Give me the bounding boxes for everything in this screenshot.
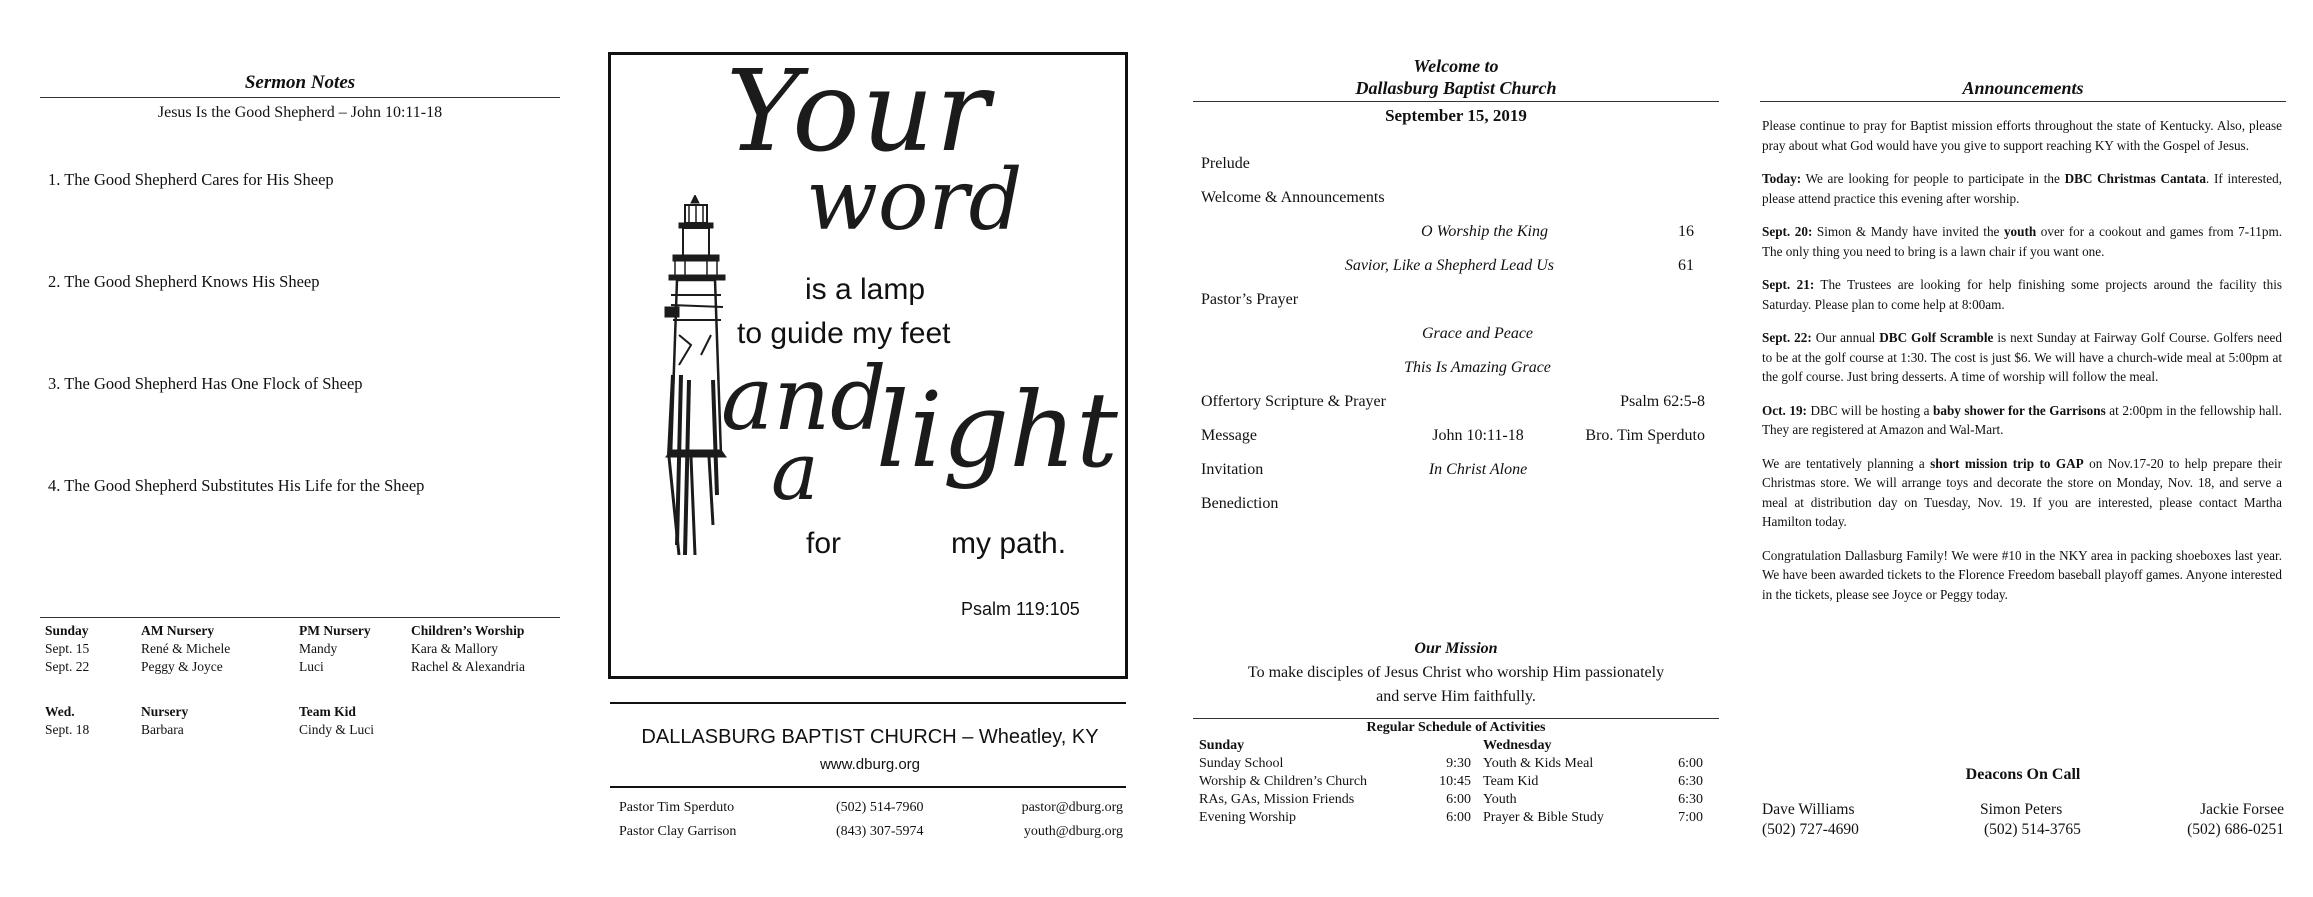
poster-for: for — [806, 527, 842, 560]
list-item — [1200, 385, 1706, 419]
announcement-lead: Sept. 22: — [1762, 330, 1812, 345]
order-item-center: John 10:11-18 — [1432, 427, 1524, 444]
list-item — [1200, 351, 1706, 385]
nursery-sunday-table — [45, 622, 541, 676]
table-header: Sunday — [45, 623, 89, 638]
poster-path: my path. — [951, 527, 1067, 560]
church-website: www.dburg.org — [819, 756, 921, 773]
poster-word-light: light — [876, 369, 1118, 491]
table-row — [1199, 773, 1703, 791]
table-cell: 6:00 — [1446, 810, 1471, 825]
table-cell: 6:30 — [1678, 792, 1703, 807]
table-cell: Youth & Kids Meal — [1483, 756, 1594, 771]
sermon-point: 4. The Good Shepherd Substitutes His Life for the Sheep — [48, 476, 425, 495]
announcement-text: We are looking for people to participate in the — [1801, 171, 2065, 186]
order-item: Offertory Scripture & Prayer — [1201, 393, 1386, 410]
announcement-text: Simon & Mandy have invited the — [1812, 224, 2004, 239]
table-cell: René & Michele — [141, 641, 231, 656]
table-header: AM Nursery — [141, 623, 215, 638]
poster-reference: Psalm 119:105 — [961, 599, 1080, 619]
deacon — [1762, 800, 1859, 840]
deacon-phone: (502) 686-0251 — [2187, 821, 2284, 838]
poster-guide: to guide my feet — [737, 317, 951, 350]
list-item — [1200, 317, 1706, 351]
poster-word-and: and — [721, 347, 887, 450]
hymn-title: Savior, Like a Shepherd Lead Us — [1344, 257, 1554, 274]
table-cell: 9:30 — [1446, 756, 1471, 771]
table-cell: Rachel & Alexandria — [411, 659, 525, 674]
sermon-subtitle: Jesus Is the Good Shepherd – John 10:11-18 — [157, 104, 443, 121]
order-item-right: Psalm 62:5-8 — [1620, 393, 1705, 410]
announcement-item — [1762, 222, 2282, 261]
table-cell: Sept. 18 — [45, 722, 90, 737]
order-item: Benediction — [1201, 495, 1279, 512]
table-header: Team Kid — [299, 704, 356, 719]
order-item-center — [1402, 487, 1554, 521]
pastor-name: Pastor Tim Sperduto — [619, 800, 735, 815]
table-cell: Kara & Mallory — [411, 641, 498, 656]
announcements-list — [1762, 116, 2282, 618]
order-item: Message — [1201, 427, 1257, 444]
order-item-center — [1402, 147, 1554, 181]
hymn-number: 61 — [1678, 257, 1694, 274]
pastor-email[interactable]: youth@dburg.org — [1023, 824, 1123, 839]
order-item-center — [1402, 283, 1554, 317]
announcement-highlight: DBC Golf Scramble — [1879, 330, 1994, 345]
table-row — [45, 721, 390, 739]
announcement-lead: Today: — [1762, 171, 1802, 186]
announcement-highlight: DBC Christmas Cantata — [2064, 171, 2206, 186]
table-row — [45, 658, 541, 676]
announcement-text: on Nov.17-20 to help prepare their Christmas store. We will arrange toys and decorate the store on Monday, Nov. 18, and serve a meal at distribution day on Tuesday, Nov. 19. If you are interested, please contact Martha Hamilton today. — [1762, 455, 2283, 529]
table-row — [45, 640, 541, 658]
table-header: Wed. — [45, 704, 75, 719]
announcement-text: DBC will be hosting a — [1806, 402, 1934, 418]
list-item — [1200, 215, 1706, 249]
table-cell: RAs, GAs, Mission Friends — [1199, 792, 1355, 807]
announcements-title: Announcements — [1962, 78, 2084, 98]
announcement-item — [1762, 454, 2282, 532]
pastor-phone: (502) 514-7960 — [836, 800, 924, 815]
order-item-center: In Christ Alone — [1428, 461, 1528, 478]
deacon-name: Jackie Forsee — [2200, 801, 2284, 818]
poster-lamp: is a lamp — [805, 273, 926, 306]
announcement-item — [1762, 546, 2282, 605]
announcement-item — [1762, 169, 2282, 208]
order-item: Invitation — [1201, 461, 1264, 478]
deacon — [2187, 800, 2284, 840]
poster-word-a: a — [771, 425, 819, 518]
deacon-phone: (502) 514-3765 — [1984, 821, 2081, 838]
mission-line1: To make disciples of Jesus Christ who worship Him passionately — [1247, 664, 1665, 681]
announcement-highlight: youth — [2003, 224, 2037, 239]
table-cell: Team Kid — [1483, 774, 1539, 789]
sermon-point: 2. The Good Shepherd Knows His Sheep — [48, 272, 320, 291]
table-header: Nursery — [141, 704, 189, 719]
table-cell: Worship & Children’s Church — [1199, 774, 1368, 789]
announcement-text: . If interested, please attend practice this evening after worship. — [1762, 171, 2283, 206]
welcome-line2: Dallasburg Baptist Church — [1355, 78, 1557, 98]
announcement-text: is next Sunday at Fairway Golf Course. Golfers need to be at the golf course at 1:30. The cost is just $6. We will have a church-wide meal at 5:00pm at the golf course. Just bring desserts. A time of worship will follow the meal. — [1762, 330, 2282, 384]
regular-schedule-title: Regular Schedule of Activities — [1366, 720, 1546, 735]
mission-title: Our Mission — [1414, 640, 1498, 657]
order-item-right: Bro. Tim Sperduto — [1585, 427, 1705, 444]
announcement-item — [1762, 401, 2282, 440]
hymn-number: 16 — [1678, 223, 1694, 240]
deacon-name: Dave Williams — [1762, 801, 1855, 818]
sermon-point: 1. The Good Shepherd Cares for His Sheep — [48, 170, 334, 189]
table-cell: Barbara — [141, 722, 184, 737]
pastor-email[interactable]: pastor@dburg.org — [1021, 800, 1123, 815]
announcement-lead: Sept. 20: — [1762, 224, 1813, 239]
announcement-highlight: baby shower for the Garrisons — [1933, 402, 2106, 418]
table-cell: Sunday School — [1199, 756, 1284, 771]
divider — [1193, 718, 1719, 719]
list-item — [1200, 181, 1706, 215]
table-cell: 6:30 — [1678, 774, 1703, 789]
announcement-lead: Oct. 19: — [1762, 402, 1807, 418]
welcome-line1: Welcome to — [1413, 56, 1499, 76]
table-row — [1199, 791, 1703, 809]
scripture-poster — [608, 47, 1128, 679]
pastor-phone: (843) 307-5974 — [836, 824, 924, 839]
announcement-text: The Trustees are looking for help finishing some projects around the facility this Saturday. Please plan to come help at 8:00am. — [1762, 277, 2282, 312]
table-row — [1199, 755, 1703, 773]
list-item — [1200, 419, 1706, 453]
order-item-right — [1554, 453, 1706, 487]
table-header: Sunday — [1199, 738, 1245, 753]
announcement-text: over for a cookout and games from 7-11pm. The only thing you need to bring is a lawn chair if you want one. — [1762, 224, 2282, 259]
table-cell: Cindy & Luci — [299, 722, 374, 737]
list-item — [1200, 487, 1706, 521]
table-cell: 7:00 — [1678, 810, 1703, 825]
list-item — [1200, 283, 1706, 317]
announcement-text: Our annual — [1811, 330, 1880, 345]
list-item — [1200, 147, 1706, 181]
order-item-center — [1402, 181, 1554, 215]
deacon-name: Simon Peters — [1980, 801, 2063, 818]
divider — [610, 702, 1126, 704]
divider — [40, 617, 560, 618]
announcement-text: Congratulation Dallasburg Family! We were #10 in the NKY area in packing shoeboxes last year. We have been awarded tickets to the Florence Freedom baseball playoff games. Anyone interested in the tickets, please see Joyce or Peggy today. — [1762, 547, 2282, 602]
divider — [40, 97, 560, 98]
church-name: DALLASBURG BAPTIST CHURCH – Wheatley, KY — [641, 726, 1099, 748]
table-row — [618, 820, 1124, 844]
deacons-title: Deacons On Call — [1965, 766, 2081, 783]
announcement-lead: Sept. 21: — [1762, 277, 1815, 292]
divider — [1193, 101, 1719, 102]
order-item-right — [1554, 487, 1706, 521]
table-cell: Evening Worship — [1199, 810, 1296, 825]
table-header: PM Nursery — [299, 623, 371, 638]
table-row — [618, 796, 1124, 820]
table-cell: 6:00 — [1446, 792, 1471, 807]
order-item: Welcome & Announcements — [1201, 189, 1385, 206]
sermon-notes-title: Sermon Notes — [244, 72, 356, 93]
list-item — [1200, 249, 1706, 283]
pastor-contacts — [618, 796, 1124, 844]
announcement-intro: Please continue to pray for Baptist mission efforts throughout the state of Kentucky. Also, please pray about what God would have you give to support reaching KY with the Gospel of Jesus. — [1762, 118, 2282, 153]
table-cell: 10:45 — [1439, 774, 1471, 789]
table-cell: Luci — [299, 659, 324, 674]
song-title: Grace and Peace — [1421, 325, 1534, 342]
table-cell: Sept. 15 — [45, 641, 90, 656]
table-row — [1199, 809, 1703, 827]
divider — [1760, 101, 2286, 102]
table-cell: Sept. 22 — [45, 659, 90, 674]
deacon-phone: (502) 727-4690 — [1762, 821, 1859, 838]
order-item-right — [1554, 147, 1706, 181]
announcement-text: We are tentatively planning a — [1762, 455, 1931, 471]
announcement-item — [1762, 275, 2282, 314]
mission-line2: and serve Him faithfully. — [1376, 688, 1536, 705]
announcement-item — [1762, 328, 2282, 387]
order-item-right — [1554, 283, 1706, 317]
poster-word-word: word — [806, 151, 1023, 249]
regular-schedule-table — [1199, 737, 1703, 827]
nursery-wednesday-table — [45, 703, 390, 739]
order-item: Prelude — [1201, 155, 1250, 172]
order-item: Pastor’s Prayer — [1201, 291, 1299, 308]
table-cell: Youth — [1483, 792, 1517, 807]
song-title: This Is Amazing Grace — [1404, 359, 1551, 376]
list-item — [1200, 453, 1706, 487]
table-header: Children’s Worship — [411, 623, 525, 638]
table-header: Wednesday — [1483, 738, 1552, 753]
table-cell: Prayer & Bible Study — [1483, 810, 1604, 825]
table-cell: Peggy & Joyce — [141, 659, 223, 674]
table-cell: Mandy — [299, 641, 338, 656]
service-date: September 15, 2019 — [1385, 106, 1527, 125]
table-cell: 6:00 — [1678, 756, 1703, 771]
sermon-point: 3. The Good Shepherd Has One Flock of Sheep — [48, 374, 363, 393]
deacon — [1980, 800, 2081, 840]
hymn-title: O Worship the King — [1421, 223, 1548, 240]
announcement-text: at 2:00pm in the fellowship hall. They are registered at Amazon and Wal-Mart. — [1762, 402, 2282, 437]
divider — [610, 786, 1126, 788]
order-of-worship — [1200, 147, 1706, 521]
announcement-highlight: short mission trip to GAP — [1930, 455, 2084, 471]
order-item-right — [1554, 181, 1706, 215]
pastor-name: Pastor Clay Garrison — [619, 824, 737, 839]
poster-word-your: Your — [726, 47, 992, 177]
